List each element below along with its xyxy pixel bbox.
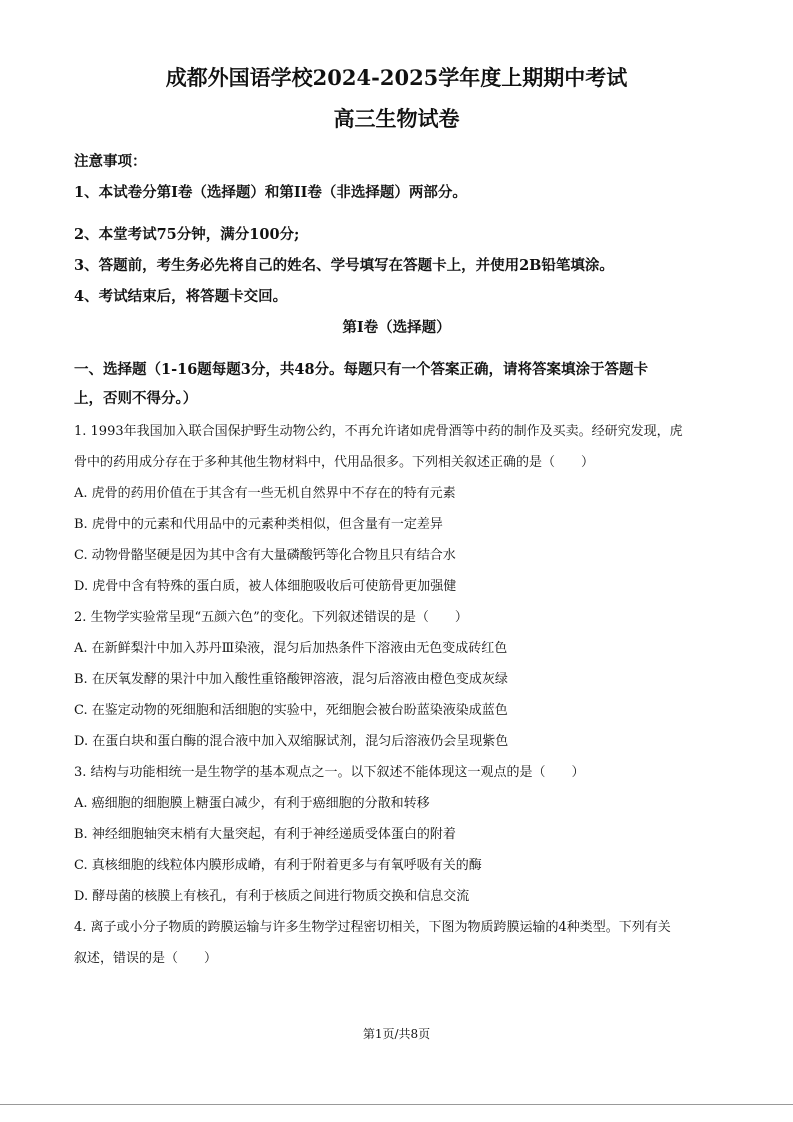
question-4-stem: 4. 离子或小分子物质的跨膜运输与许多生物学过程密切相关，下图为物质跨膜运输的4种类型。下列有关 [74,920,671,935]
question-3-option-b: B. 神经细胞轴突末梢有大量突起，有利于神经递质受体蛋白的附着 [74,827,456,842]
question-1-stem-cont: 骨中的药用成分存在于多种其他生物材料中，代用品很多。下列相关叙述正确的是（ ） [74,455,595,470]
question-3-option-a: A. 癌细胞的细胞膜上糖蛋白减少，有利于癌细胞的分散和转移 [74,796,430,811]
question-1-stem: 1. 1993年我国加入联合国保护野生动物公约，不再允许诸如虎骨酒等中药的制作及买卖。经研究发现，虎 [74,424,683,439]
exam-title: 成都外国语学校2024-2025学年度上期期中考试 [165,65,628,90]
question-2-option-a: A. 在新鲜梨汁中加入苏丹Ⅲ染液，混匀后加热条件下溶液由无色变成砖红色 [74,641,508,656]
section-instruction-cont: 上，否则不得分。） [74,390,198,407]
question-1-option-a: A. 虎骨的药用价值在于其含有一些无机自然界中不存在的特有元素 [74,486,456,501]
note-item: 1、本试卷分第Ⅰ卷（选择题）和第II卷（非选择题）两部分。 [74,184,467,201]
note-item: 3、答题前，考生务必先将自己的姓名、学号填写在答题卡上，并使用2B铅笔填涂。 [74,257,614,274]
question-3-option-c: C. 真核细胞的线粒体内膜形成嵴，有利于附着更多与有氧呼吸有关的酶 [74,858,482,873]
question-2-option-d: D. 在蛋白块和蛋白酶的混合液中加入双缩脲试剂，混匀后溶液仍会呈现紫色 [74,734,509,749]
section-instruction: 一、选择题（1-16题每题3分，共48分。每题只有一个答案正确，请将答案填涂于答题卡 [74,361,649,378]
question-4-stem-cont: 叙述，错误的是（ ） [74,951,218,966]
question-1-option-b: B. 虎骨中的元素和代用品中的元素种类相似，但含量有一定差异 [74,517,443,532]
question-1-option-c: C. 动物骨骼坚硬是因为其中含有大量磷酸钙等化合物且只有结合水 [74,548,456,563]
question-3-stem: 3. 结构与功能相统一是生物学的基本观点之一。以下叙述不能体现这一观点的是（ ） [74,765,585,780]
bottom-divider [0,1104,793,1105]
page-number: 第1页/共8页 [362,1027,431,1041]
exam-subtitle: 高三生物试卷 [333,106,460,131]
note-item: 2、本堂考试75分钟，满分100分; [74,226,300,243]
question-2-option-b: B. 在厌氧发酵的果汁中加入酸性重铬酸钾溶液，混匀后溶液由橙色变成灰绿 [74,672,508,687]
note-item: 4、考试结束后，将答题卡交回。 [74,288,288,305]
question-3-option-d: D. 酵母菌的核膜上有核孔，有利于核质之间进行物质交换和信息交流 [74,889,470,904]
question-2-option-c: C. 在鉴定动物的死细胞和活细胞的实验中，死细胞会被台盼蓝染液染成蓝色 [74,703,508,718]
question-2-stem: 2. 生物学实验常呈现“五颜六色”的变化。下列叙述错误的是（ ） [74,610,468,625]
notes-heading: 注意事项： [74,153,147,170]
question-1-option-d: D. 虎骨中含有特殊的蛋白质，被人体细胞吸收后可使筋骨更加强健 [74,579,457,594]
section-title: 第Ⅰ卷（选择题） [342,319,451,336]
